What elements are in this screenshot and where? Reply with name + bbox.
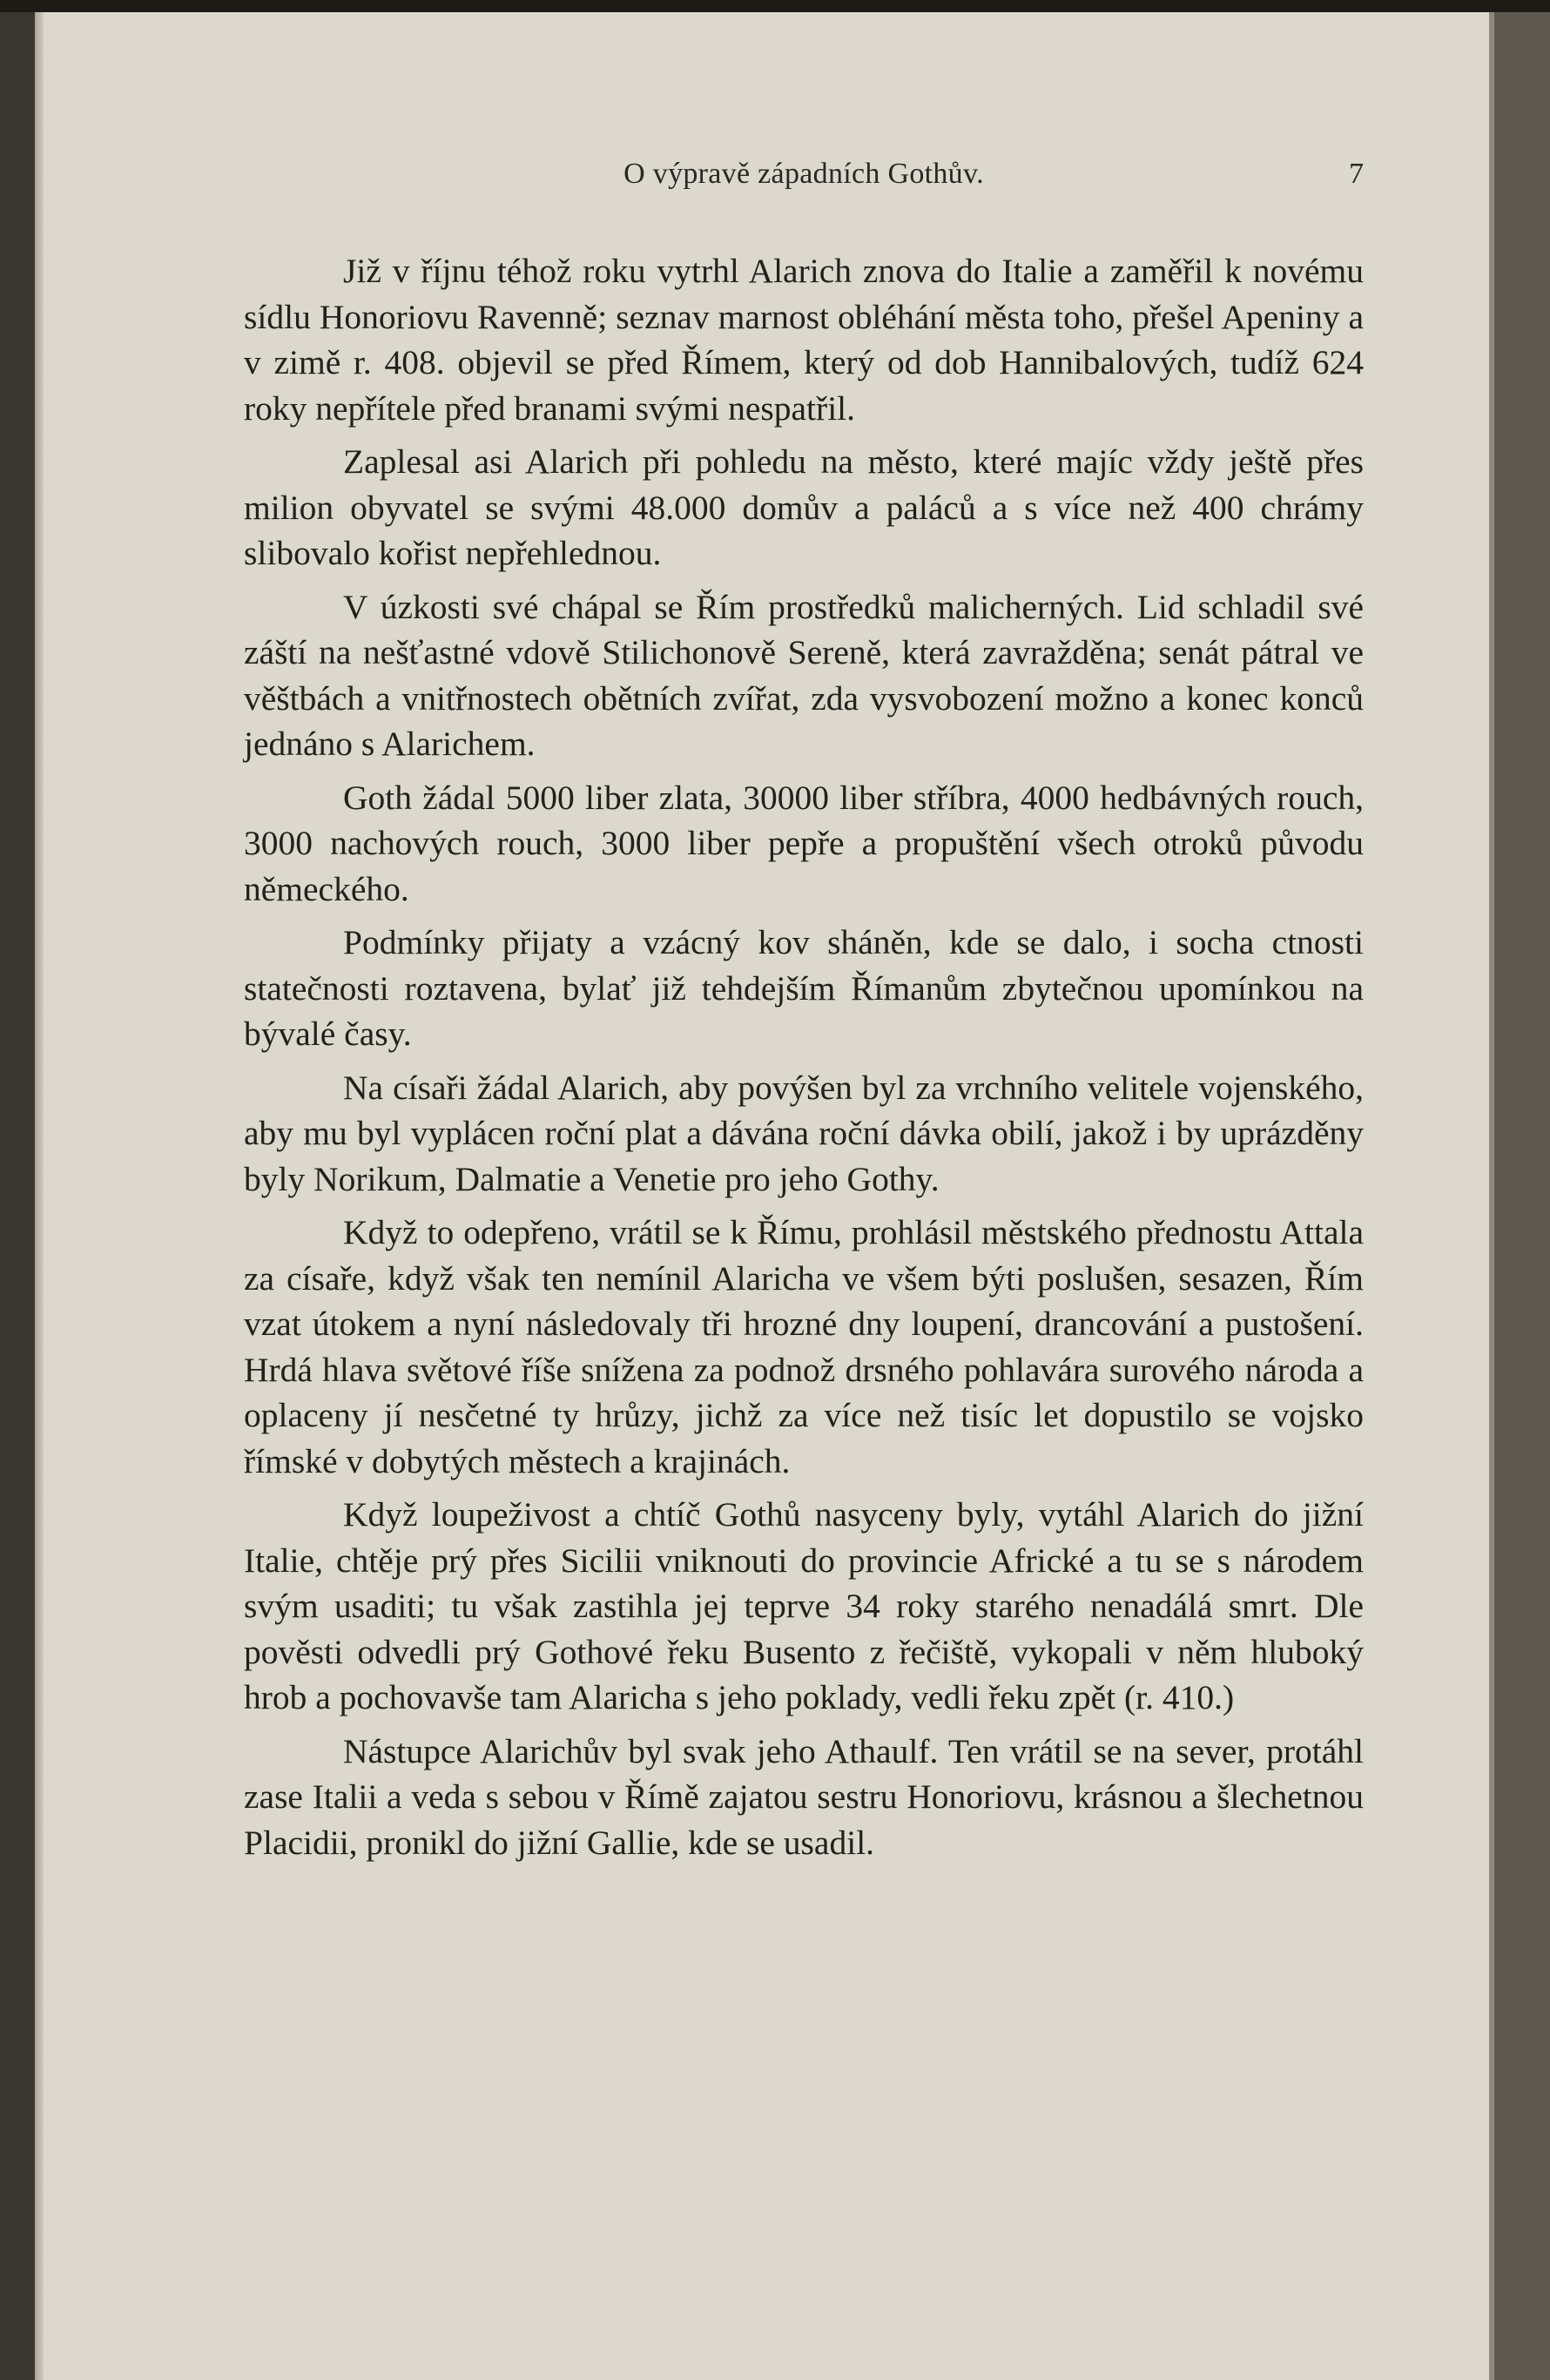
book-cover-edge xyxy=(1494,12,1550,2380)
running-header xyxy=(244,158,1364,196)
paragraph: Když loupeživost a chtíč Gothů nasyceny byly, vytáhl Alarich do jižní Italie, chtěje prý přes Sicilii vniknouti do provincie Africké a tu se s národem svým usaditi; tu však zastihla jej teprve 34 roky starého nenadálá smrt. Dle pověsti odvedli prý Gothové řeku Busento z řečiště, vykopali v něm hluboký hrob a pochovavše tam Alaricha s jeho poklady, vedli řeku zpět (r. 410.) xyxy=(244,1495,1364,1716)
page-number: 7 xyxy=(1349,158,1364,190)
running-title: O výpravě západních Gothův. xyxy=(623,158,984,190)
paragraph: Na císaři žádal Alarich, aby povýšen byl za vrchního velitele vojenského, aby mu byl vyplácen roční plat a dávána roční dávka obilí, jakož i by uprázděny byly Norikum, Dalmatie a Venetie pro jeho Gothy. xyxy=(244,1068,1364,1198)
paragraph: Když to odepřeno, vrátil se k Římu, prohlásil městského přednostu Attala za císaře, když však ten nemínil Alaricha ve všem býti poslušen, sesazen, Řím vzat útokem a nyní následovaly tři hrozné dny loupení, drancování a pustošení. Hrdá hlava světové říše snížena za podnož drsného pohlavára surového národa a oplaceny jí nesčetné ty hrůzy, jichž za více než tisíc let dopustilo se vojsko římské v dobytých městech a krajinách. xyxy=(244,1213,1364,1480)
paragraph: Nástupce Alarichův byl svak jeho Athaulf. Ten vrátil se na sever, protáhl zase Italii a veda s sebou v Římě zajatou sestru Honoriovu, krásnou a šlechetnou Placidii, pronikl do jižní Gallie, kde se usadil. xyxy=(244,1731,1364,1862)
scan-top-edge xyxy=(0,0,1550,12)
body-text xyxy=(244,248,1364,1865)
paragraph: Goth žádal 5000 liber zlata, 30000 liber stříbra, 4000 hedbávných rouch, 3000 nachových rouch, 3000 liber pepře a propuštění všech otroků původu německého. xyxy=(244,778,1364,908)
paragraph: Zaplesal asi Alarich při pohledu na město, které majíc vždy ještě přes milion obyvatel se svými 48.000 domův a paláců a s více než 400 chrámy slibovalo kořist nepřehlednou. xyxy=(244,442,1364,572)
paragraph: V úzkosti své chápal se Řím prostředků malicherných. Lid schladil své záští na nešťastné vdově Stilichonově Sereně, která zavražděna; senát pátral ve věštbách a vnitřnostech obětních zvířat, zda vysvobození možno a konec konců jednáno s Alarichem. xyxy=(244,587,1364,763)
paragraph: Již v říjnu téhož roku vytrhl Alarich znova do Italie a zaměřil k novému sídlu Honoriovu Ravenně; seznav marnost obléhání města toho, přešel Apeniny a v zimě r. 408. objevil se před Římem, který od dob Hannibalových, tudíž 624 roky nepřítele před branami svými nespatřil. xyxy=(244,252,1364,428)
paragraph: Podmínky přijaty a vzácný kov sháněn, kde se dalo, i socha ctnosti statečnosti roztavena, bylať již tehdejším Římanům zbytečnou upomínkou na bývalé časy. xyxy=(244,923,1364,1053)
book-binding-edge xyxy=(0,12,35,2380)
page-gutter-shadow xyxy=(35,12,44,2380)
